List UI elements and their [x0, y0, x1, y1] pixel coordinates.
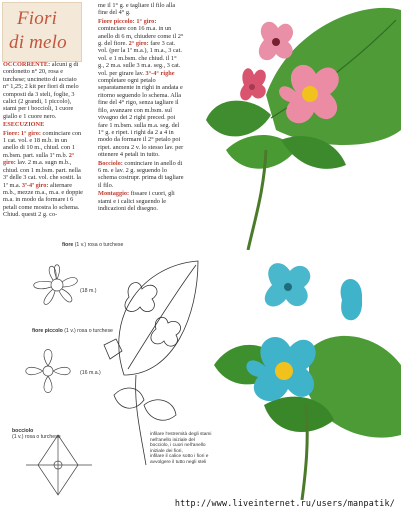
scheme-piccolo-measure: (16 m.a.)	[80, 370, 101, 376]
title-line-1: Fiori	[17, 8, 58, 29]
scheme-bocciolo-label: bocciolo (1 v.) rosa o turchese	[12, 428, 61, 440]
montaggio-paragraph	[98, 190, 184, 212]
esecuzione-heading: ESECUZIONE	[3, 121, 45, 129]
bocciolo-paragraph	[98, 160, 184, 190]
piccolo-scheme-diagram	[12, 340, 84, 402]
giro34-text: alternare m.b., mezze m.a., m.a. e doppie m.a. in modo da formare i 6 petali come mostra lo schema. Chiud. questi 2 g. co-	[3, 181, 83, 219]
fiore-heading: Fiore: 1° giro:	[3, 129, 41, 137]
watermark-url: http://www.liveinternet.ru/users/manpatik/	[174, 498, 395, 508]
fiore-piccolo-paragraph	[98, 18, 184, 159]
montaggio-heading: Montaggio:	[98, 190, 130, 198]
giro34-heading: 3ª-4ª giro:	[21, 181, 49, 189]
turquoise-flowers-photo	[214, 255, 401, 500]
instructions-column-1	[3, 61, 83, 220]
occorrente-text: alcuni g di cordonetto n° 20, rosa e turchese; uncinetto di acciaio n° 1,25; 2 kit per fiori di melo composti da 3 steli, foglie, 3 calici (2 grandi, 1 piccolo), stami per i boccioli, 1 cuore giallo e 1 cuore nero.	[3, 61, 79, 120]
giro2-text: lav. 2 m.a. sugn m.b., chiud. con 1 m.bsm. part. nella 3ª delle 3 cat. vol. che sostit. la 1ª m.a.	[3, 159, 81, 189]
scheme-fiore-label: fiore (1 v.) rosa o turchese	[62, 242, 124, 248]
fiore-text: cominciare con 1 cat. vol. e 18 m.b. in un anello di 10 m., chiud. con 1 m.bsm. part. sulla 1ª m.b.	[3, 129, 82, 159]
continuation-paragraph	[98, 2, 184, 17]
piccolo-text: cominciare con 16 m.a. in un anello di 6 m, chiudere come il 2° g. del fiore.	[98, 25, 184, 48]
p2-text: fare 3 cat. vol. (per la 1ª m.a.), 1 m.a., 3 cat. vol. e 1 m.bsm. che chiud. il 1° g., 2 m.a. sulle 3 m.a. seg., 3 cat. vol. per girare lav.	[98, 40, 182, 77]
continuation-text: me il 1° g. e tagliare il filo alla fine del 4° g.	[98, 2, 176, 17]
mounting-note	[150, 432, 214, 466]
bocciolo-heading: Bocciolo:	[98, 159, 123, 167]
instructions-column-2	[98, 2, 184, 213]
fiore-paragraph	[3, 130, 83, 219]
fiore-scheme-diagram	[20, 250, 97, 320]
mounting-note-line-2: infilare il calice sotto i fiori e avvolgere il tutto negli steli	[150, 454, 209, 465]
esecuzione-heading-paragraph	[3, 121, 83, 128]
page-title	[2, 2, 82, 62]
p2-heading: 2° giro:	[128, 40, 149, 48]
occorrente-paragraph	[3, 61, 83, 120]
piccolo-heading: Fiore piccolo: 1° giro:	[98, 17, 157, 25]
scheme-fiore-measure: (18 m.)	[80, 288, 97, 294]
giro2-heading: 2° giro:	[3, 151, 75, 167]
p34-text: completare ogni petalo separatamente in righi in andata e ritorno seguendo lo schema. Alla fine del 4° rigo, senza tagliare il filo, avanzare con m.bsm. sul vivagno dei 2 righi preced. poi fare 1 m.bsm. sulla m.a. seg. del 1° g. e ripet. i righi da 2 a 4 in modo da formare il 2° petalo poi ripet. ancora 2 v. lo stesso lav. per ottenere 4 petali in tutto.	[98, 77, 184, 159]
title-line-2: di melo	[9, 32, 67, 53]
scheme-piccolo-label: fiore piccolo (1 v.) rosa o turchese	[32, 328, 113, 334]
occorrente-heading: OCCORRENTE:	[3, 61, 51, 68]
bocciolo-scheme-diagram	[16, 425, 100, 505]
pink-flowers-photo	[196, 0, 401, 250]
p34-heading: 3°-4° righe	[145, 69, 175, 77]
mounting-note-line-1: infilare l'estremità degli stami nell'anello iniziale del bocciolo, i cuori nell'anello iniziale dei fiori,	[150, 432, 212, 454]
bocciolo-text: cominciare in anello di 6 m. e lav. 2 g. seguendo lo schema costrupr. prima di tagliare il filo.	[98, 159, 184, 189]
montaggio-text: fissare i cuori, gli stami e i calici seguendo le indicazioni del disegno.	[98, 190, 175, 212]
